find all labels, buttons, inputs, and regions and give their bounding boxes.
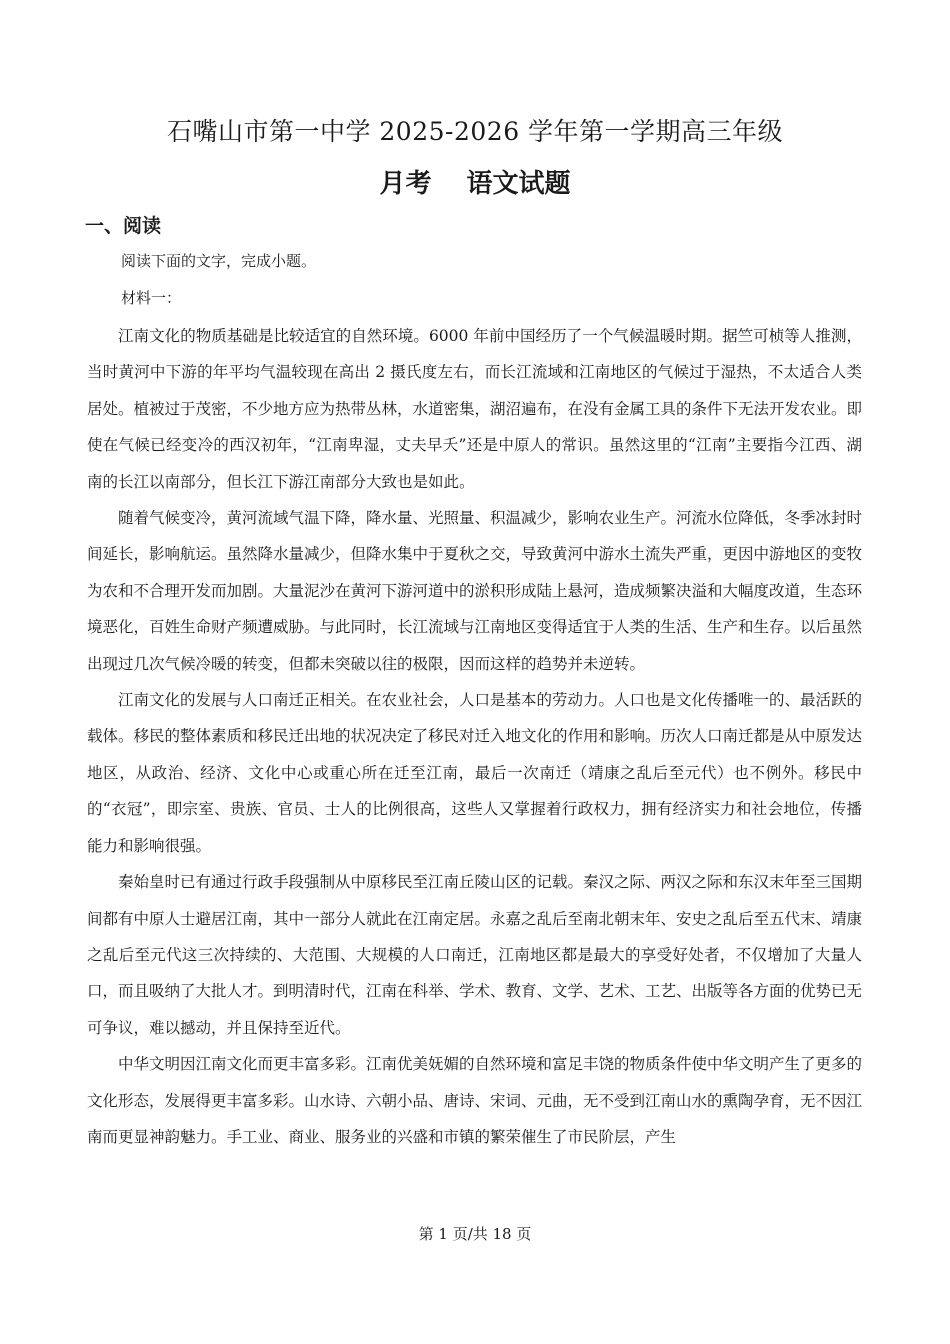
exam-subtitle: 月考 语文试题 <box>379 169 571 199</box>
section-heading: 一、阅读 <box>85 215 162 237</box>
exam-title: 石嘴山市第一中学 2025-2026 学年第一学期高三年级 <box>166 117 784 146</box>
reading-instruction: 阅读下面的文字，完成小题。 <box>121 252 317 270</box>
paragraph: 随着气候变冷，黄河流域气温下降，降水量、光照量、积温减少，影响农业生产。河流水位降低，冬季冰封时间延长，影响航运。虽然降水量减少，但降水集中于夏秋之交，导致黄河中游水土流失严重，更因中游地区的变牧为农和不合理开发而加剧。大量泥沙在黄河下游河道中的淤积形成陆上悬河，造成频繁决溢和大幅度改道，生态环境恶化，百姓生命财产频遭威胁。与此同时，长江流域与江南地区变得适宜于人类的生活、生产和生存。以后虽然出现过几次气候冷暖的转变，但都未突破以往的极限，因而这样的趋势并未逆转。 <box>87 509 863 673</box>
material-text <box>87 318 862 1155</box>
paragraph: 中华文明因江南文化而更丰富多彩。江南优美妩媚的自然环境和富足丰饶的物质条件使中华文明产生了更多的文化形态，发展得更丰富多彩。山水诗、六朝小品、唐诗、宋词、元曲，无不受到江南山水的熏陶孕育，无不因江南而更显神韵魅力。手工业、商业、服务业的兴盛和市镇的繁荣催生了市民阶层，产生 <box>87 1055 863 1146</box>
paragraph: 秦始皇时已有通过行政手段强制从中原移民至江南丘陵山区的记载。秦汉之际、两汉之际和东汉末年至三国期间都有中原人士避居江南，其中一部分人就此在江南定居。永嘉之乱后至南北朝末年、安史之乱后至五代末、靖康之乱后至元代这三次持续的、大范围、大规模的人口南迁，江南地区都是最大的享受好处者，不仅增加了大量人口，而且吸纳了大批人才。到明清时代，江南在科举、学术、教育、文学、艺术、工艺、出版等各方面的优势已无可争议，难以撼动，并且保持至近代。 <box>87 873 863 1037</box>
paragraph: 江南文化的物质基础是比较适宜的自然环境。6000 年前中国经历了一个气候温暖时期。据竺可桢等人推测，当时黄河中下游的年平均气温较现在高出 2 摄氏度左右，而长江流域和江南地区的气候过于湿热，不太适合人类居处。植被过于茂密，不少地方应为热带丛林，水道密集，湖沼遍布，在没有金属工具的条件下无法开发农业。即使在气候已经变冷的西汉初年，“江南卑湿，丈夫早夭”还是中原人的常识。虽然这里的“江南”主要指今江西、湖南的长江以南部分，但长江下游江南部分大致也是如此。 <box>87 327 863 491</box>
page-number: 第 1 页/共 18 页 <box>418 1225 532 1243</box>
material-label: 材料一： <box>121 289 182 307</box>
paragraph: 江南文化的发展与人口南迁正相关。在农业社会，人口是基本的劳动力。人口也是文化传播唯一的、最活跃的载体。移民的整体素质和移民迁出地的状况决定了移民对迁入地文化的作用和影响。历次人口南迁都是从中原发达地区，从政治、经济、文化中心或重心所在迁至江南，最后一次南迁（靖康之乱后至元代）也不例外。移民中的“衣冠”，即宗室、贵族、官员、士人的比例很高，这些人又掌握着行政权力，拥有经济实力和社会地位，传播能力和影响很强。 <box>87 691 863 855</box>
